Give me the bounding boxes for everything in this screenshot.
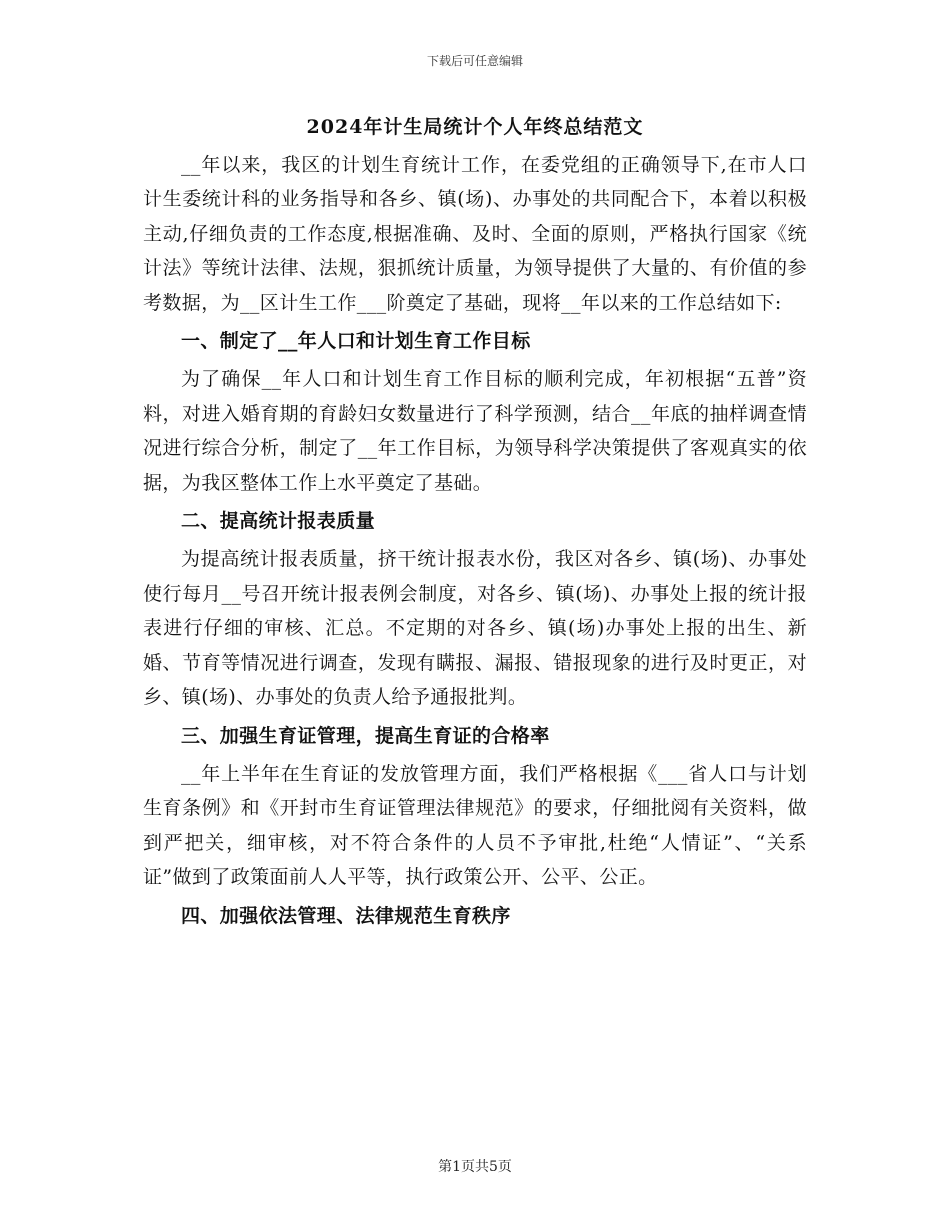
page-number: 第1页共5页 [438, 1159, 512, 1175]
section-heading-4: 四、加强依法管理、法律规范生育秩序 [181, 904, 511, 927]
paragraph-section-1: 为了确保__年人口和计划生育工作目标的顺利完成，年初根据“五普”资料，对进入婚育期的育龄妇女数量进行了科学预测，结合__年底的抽样调查情况进行综合分析，制定了__年工作目标，为领导科学决策提供了客观真实的依据，为我区整体工作上水平奠定了基础。 [143, 368, 807, 494]
paragraph-section-2: 为提高统计报表质量，挤干统计报表水份，我区对各乡、镇(场)、办事处使行每月__号召开统计报表例会制度，对各乡、镇(场)、办事处上报的统计报表进行仔细的审核、汇总。不定期的对各乡、镇(场)办事处上报的出生、新婚、节育等情况进行调查，发现有瞒报、漏报、错报现象的进行及时更正，对乡、镇(场)、办事处的负责人给予通报批判。 [143, 548, 807, 709]
section-heading-1: 一、制定了__年人口和计划生育工作目标 [181, 330, 531, 353]
document-title: 2024年计生局统计个人年终总结范文 [306, 116, 644, 138]
section-heading-3: 三、加强生育证管理，提高生育证的合格率 [181, 724, 550, 747]
paragraph-section-3: __年上半年在生育证的发放管理方面，我们严格根据《___省人口与计划生育条例》和《开封市生育证管理法律规范》的要求，仔细批阅有关资料，做到严把关，细审核，对不符合条件的人员不予审批,杜绝“人情证”、“关系证”做到了政策面前人人平等，执行政策公开、公平、公正。 [143, 762, 807, 889]
document-body [143, 148, 807, 937]
header-note: 下载后可任意编辑 [426, 54, 523, 68]
section-heading-2: 二、提高统计报表质量 [181, 510, 376, 533]
paragraph-intro: __年以来，我区的计划生育统计工作，在委党组的正确领导下,在市人口计生委统计科的业务指导和各乡、镇(场)、办事处的共同配合下，本着以积极主动,仔细负责的工作态度,根据准确、及时、全面的原则，严格执行国家《统计法》等统计法律、法规，狠抓统计质量，为领导提供了大量的、有价值的参考数据，为__区计生工作___阶奠定了基础，现将__年以来的工作总结如下: [143, 154, 807, 314]
